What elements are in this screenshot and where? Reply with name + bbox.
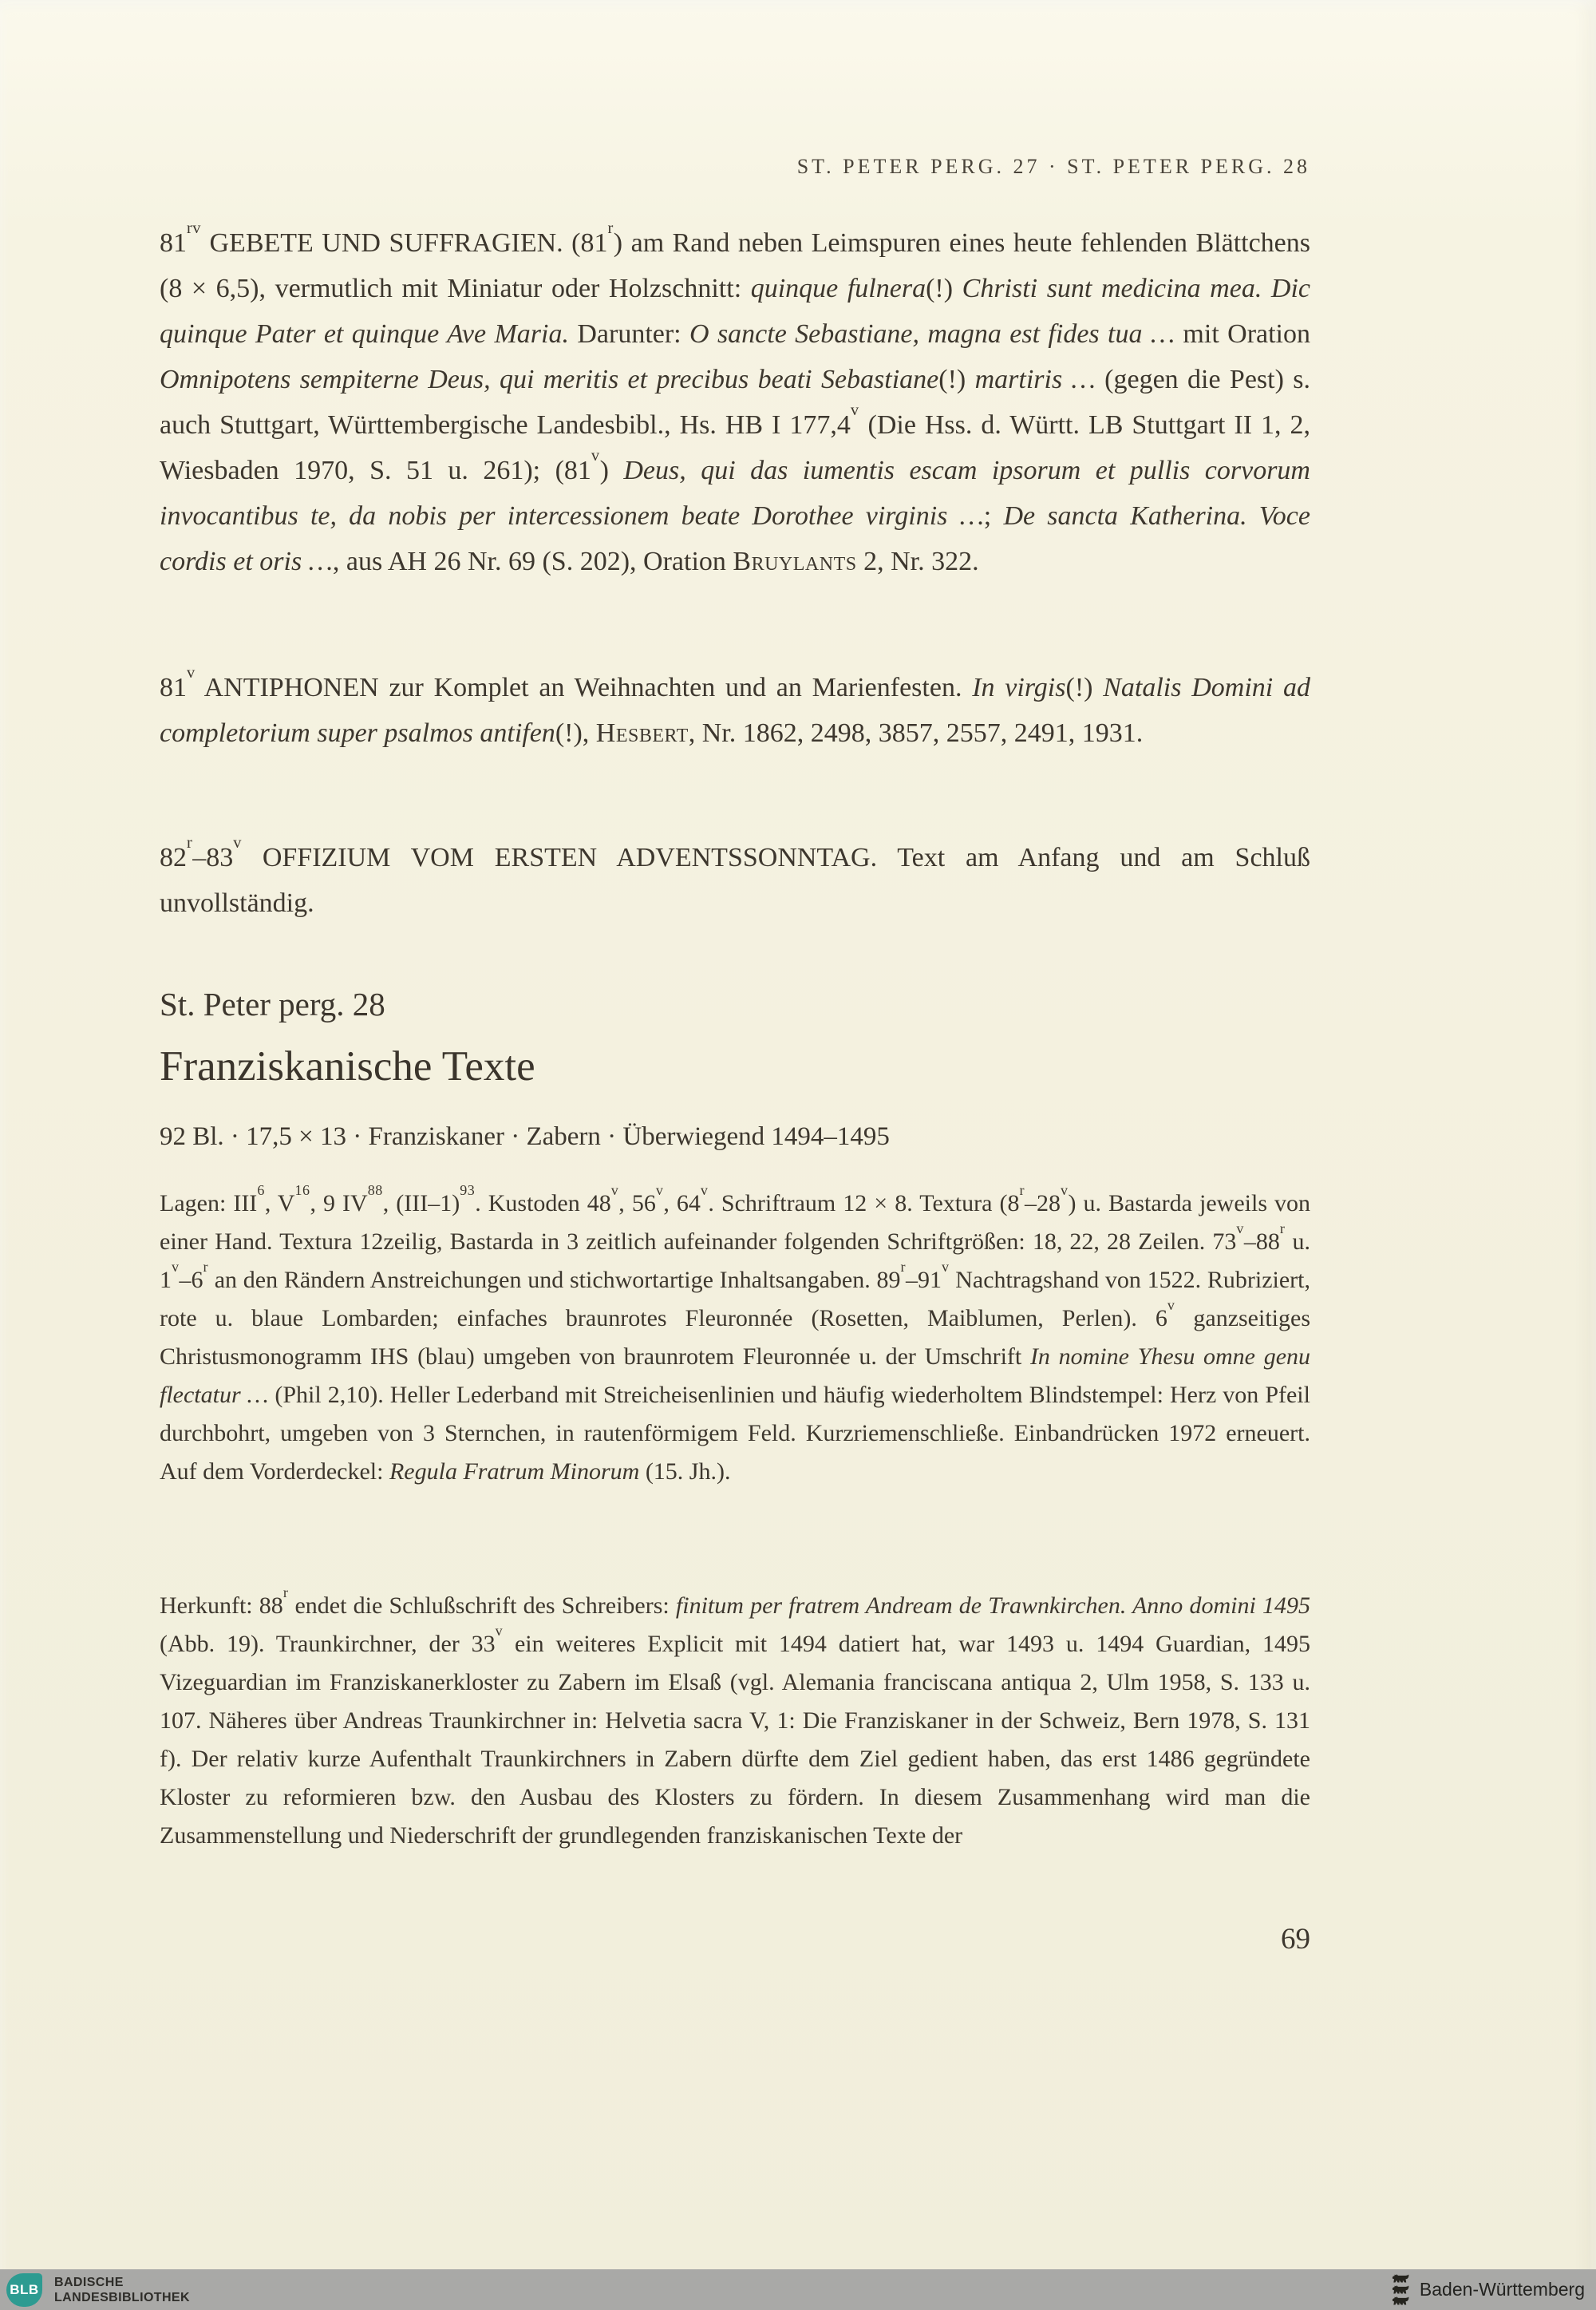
text-segment: O sancte Sebastiane, magna est fides tua …	[689, 319, 1175, 349]
text-segment: Regula Fratrum Minorum	[389, 1458, 640, 1485]
folio-superscript: r	[900, 1259, 906, 1275]
text-segment: quinque fulnera	[750, 274, 926, 303]
folio-superscript: v	[1167, 1297, 1175, 1313]
text-segment: Darunter:	[568, 319, 690, 349]
folio-superscript: 16	[294, 1182, 310, 1198]
folio-superscript: v	[591, 447, 600, 465]
text-segment: –6	[179, 1267, 203, 1293]
folio-superscript: v	[1060, 1182, 1069, 1198]
text-segment: Bruylants	[733, 547, 857, 576]
folio-superscript: r	[282, 1584, 289, 1600]
running-header: ST. PETER PERG. 27 · ST. PETER PERG. 28	[796, 155, 1310, 178]
library-name	[54, 2275, 190, 2305]
text-segment: . Schriftraum 12 × 8. Textura (8	[708, 1190, 1020, 1216]
text-segment: ein weiteres Explicit mit 1494 datiert hat, war 1493 u. 1494 Guardian, 1495 Vizeguardian im Franziskanerkloster zu Zabern im Elsaß (vgl. Alemania franciscana antiqua 2, Ulm 1958, S. 133 u. 107. Näheres über Andreas Traunkirchner in: Helvetia sacra V, 1: Die Franziskaner in der Schweiz, Bern 1978, S. 131 f). Der relativ kurze Aufenthalt Traunkirchners in Zabern dürfte dem Ziel gedient haben, das erst 1486 gegründete Kloster zu reformieren bzw. den Ausbau des Klosters zu fördern. In diesem Zusammenhang wird man die Zusammenstellung und Niederschrift der grundlegenden franziskanischen Texte der	[160, 1631, 1311, 1849]
folio-superscript: 6	[257, 1182, 265, 1198]
text-segment: 82	[160, 843, 187, 872]
library-branding	[6, 2273, 190, 2307]
text-segment: –28	[1024, 1190, 1061, 1216]
shelfmark-heading: St. Peter perg. 28	[160, 986, 385, 1022]
text-segment: , 56	[618, 1190, 656, 1216]
folio-superscript: v	[610, 1182, 619, 1198]
folio-superscript: v	[655, 1182, 664, 1198]
text-segment: 81	[160, 228, 187, 258]
text-segment: (!)	[926, 274, 962, 303]
codicological-summary: 92 Bl. · 17,5 × 13 · Franziskaner · Zabern · Überwiegend 1494–1495	[160, 1122, 890, 1151]
text-segment: , aus AH 26 Nr. 69 (S. 202), Oration	[332, 547, 733, 576]
text-segment: u. 1	[160, 1228, 1310, 1293]
entry-title: Franziskanische Texte	[160, 1043, 535, 1090]
text-segment: In virgis	[972, 673, 1066, 702]
text-segment: an den Rändern Anstreichungen und stichwortartige Inhaltsangaben. 89	[208, 1267, 901, 1293]
folio-superscript: r	[187, 834, 193, 852]
library-name-line2: LANDESBIBLIOTHEK	[54, 2290, 190, 2304]
blb-logo-icon	[6, 2273, 42, 2307]
text-segment: (!)	[938, 365, 975, 394]
text-segment: –83	[192, 843, 234, 872]
text-segment: , 9 IV	[310, 1190, 368, 1216]
text-segment: –88	[1243, 1228, 1280, 1255]
text-segment: (!)	[1065, 673, 1104, 702]
folio-superscript: r	[1279, 1220, 1286, 1236]
folio-superscript: r	[203, 1259, 208, 1275]
library-name-line1: BADISCHE	[54, 2275, 124, 2289]
text-segment: De sancta Katherina. Voce cordis et oris …	[160, 501, 1310, 576]
text-segment: Natalis Domini ad completorium super psalmos antifen	[160, 673, 1311, 748]
text-segment: Hesbert	[595, 718, 689, 748]
text-segment: 81	[160, 673, 187, 702]
text-segment: –91	[906, 1267, 942, 1293]
folio-superscript: r	[1019, 1182, 1025, 1198]
blb-logo-acronym: BLB	[10, 2281, 39, 2297]
heraldic-lion-icon	[1391, 2273, 1410, 2284]
folio-superscript: v	[187, 664, 196, 682]
text-segment: Lagen: III	[160, 1190, 258, 1216]
text-segment: GEBETE UND SUFFRAGIEN. (81	[201, 228, 608, 258]
entry-paragraph-offizium	[160, 835, 1310, 926]
text-segment: martiris …	[974, 365, 1096, 394]
state-name: Baden-Württemberg	[1419, 2279, 1585, 2300]
text-segment: ganzseitiges Christusmonogramm IHS (blau) umgeben von braunrotem Fleuronnée u. der Umschrift	[160, 1305, 1310, 1370]
text-segment: Herkunft: 88	[160, 1592, 283, 1619]
text-segment: Omnipotens sempiterne Deus, qui meritis et precibus beati Sebastiane	[160, 365, 939, 394]
text-segment: 2, Nr. 322.	[856, 547, 979, 576]
text-segment: endet die Schlußschrift des Schreibers:	[288, 1592, 676, 1619]
text-segment: ANTIPHONEN zur Komplet an Weihnachten und an Marienfesten.	[195, 673, 973, 702]
folio-superscript: r	[607, 220, 614, 238]
text-segment: , 64	[663, 1190, 701, 1216]
text-segment: In nomine Yhesu omne genu flectatur …	[160, 1343, 1311, 1408]
text-segment: Christi sunt medicina mea. Dic quinque Pater et quinque Ave Maria.	[160, 274, 1311, 349]
text-segment: (Die Hss. d. Württ. LB Stuttgart II 1, 2, Wiesbaden 1970, S. 51 u. 261); (81	[160, 410, 1310, 485]
text-segment: , (III–1)	[382, 1190, 460, 1216]
text-segment: OFFIZIUM VOM ERSTEN ADVENTSSONNTAG. Text am Anfang und am Schluß unvollständig.	[160, 843, 1310, 918]
text-segment: (Phil 2,10). Heller Lederband mit Streicheisenlinien und häufig wiederholtem Blindstempel: Herz von Pfeil durchbohrt, umgeben von 3 Sternchen, in rautenförmigem Feld. Kurzriemenschließe. Einbandrücken 1972 erneuert. Auf dem Vorderdeckel:	[160, 1382, 1310, 1485]
text-segment: , Nr. 1862, 2498, 3857, 2557, 2491, 1931.	[688, 718, 1144, 748]
folio-superscript: v	[1236, 1220, 1244, 1236]
entry-paragraph-gebete-und-suffragien	[160, 220, 1310, 584]
folio-superscript: v	[700, 1182, 709, 1198]
text-segment: (!),	[555, 718, 596, 748]
text-segment: Nachtragshand von 1522. Rubriziert, rote u. blaue Lombarden; einfaches braunrotes Fleuronnée (Rosetten, Maiblumen, Perlen). 6	[160, 1267, 1311, 1331]
text-segment: . Kustoden 48	[475, 1190, 611, 1216]
text-segment: (gegen die Pest) s. auch Stuttgart, Württembergische Landesbibl., Hs. HB I 177,4	[160, 365, 1310, 440]
folio-superscript: v	[850, 401, 859, 420]
text-segment: finitum per fratrem Andream de Trawnkirchen. Anno domini 1495	[675, 1592, 1310, 1619]
provenance-paragraph-herkunft	[160, 1584, 1311, 1855]
folio-superscript: 93	[460, 1182, 476, 1198]
folio-superscript: 88	[367, 1182, 383, 1198]
text-segment: ;	[983, 501, 1004, 531]
folio-superscript: v	[172, 1259, 180, 1275]
text-segment: )	[599, 456, 624, 485]
text-segment: Deus, qui das iumentis escam ipsorum et pullis corvorum invocantibus te, da nobis per intercessionem beate Dorothee virginis …	[160, 456, 1310, 531]
state-branding	[1391, 2273, 1585, 2306]
entry-paragraph-antiphonen	[160, 665, 1310, 756]
heraldic-lion-icon	[1391, 2296, 1410, 2306]
description-paragraph-lagen	[160, 1182, 1311, 1491]
baden-wuerttemberg-lions-icon	[1391, 2273, 1410, 2306]
text-segment: mit Oration	[1175, 319, 1311, 349]
folio-superscript: v	[942, 1259, 950, 1275]
folio-superscript: v	[233, 834, 242, 852]
text-segment: , V	[264, 1190, 295, 1216]
heraldic-lion-icon	[1391, 2284, 1410, 2295]
footer-bar	[0, 2269, 1596, 2310]
text-segment: (15. Jh.).	[639, 1458, 731, 1485]
text-segment: ) u. Bastarda jeweils von einer Hand. Textura 12zeilig, Bastarda in 3 zeitlich aufeinander folgenden Schriftgrößen: 18, 22, 28 Zeilen. 73	[160, 1190, 1311, 1255]
folio-superscript: v	[495, 1623, 504, 1639]
text-segment: (Abb. 19). Traunkirchner, der 33	[160, 1631, 496, 1657]
page-number: 69	[1281, 1923, 1310, 1956]
folio-superscript: rv	[187, 220, 201, 238]
text-segment: ) am Rand neben Leimspuren eines heute fehlenden Blättchens (8 × 6,5), vermutlich mit Miniatur oder Holzschnitt:	[160, 228, 1310, 303]
